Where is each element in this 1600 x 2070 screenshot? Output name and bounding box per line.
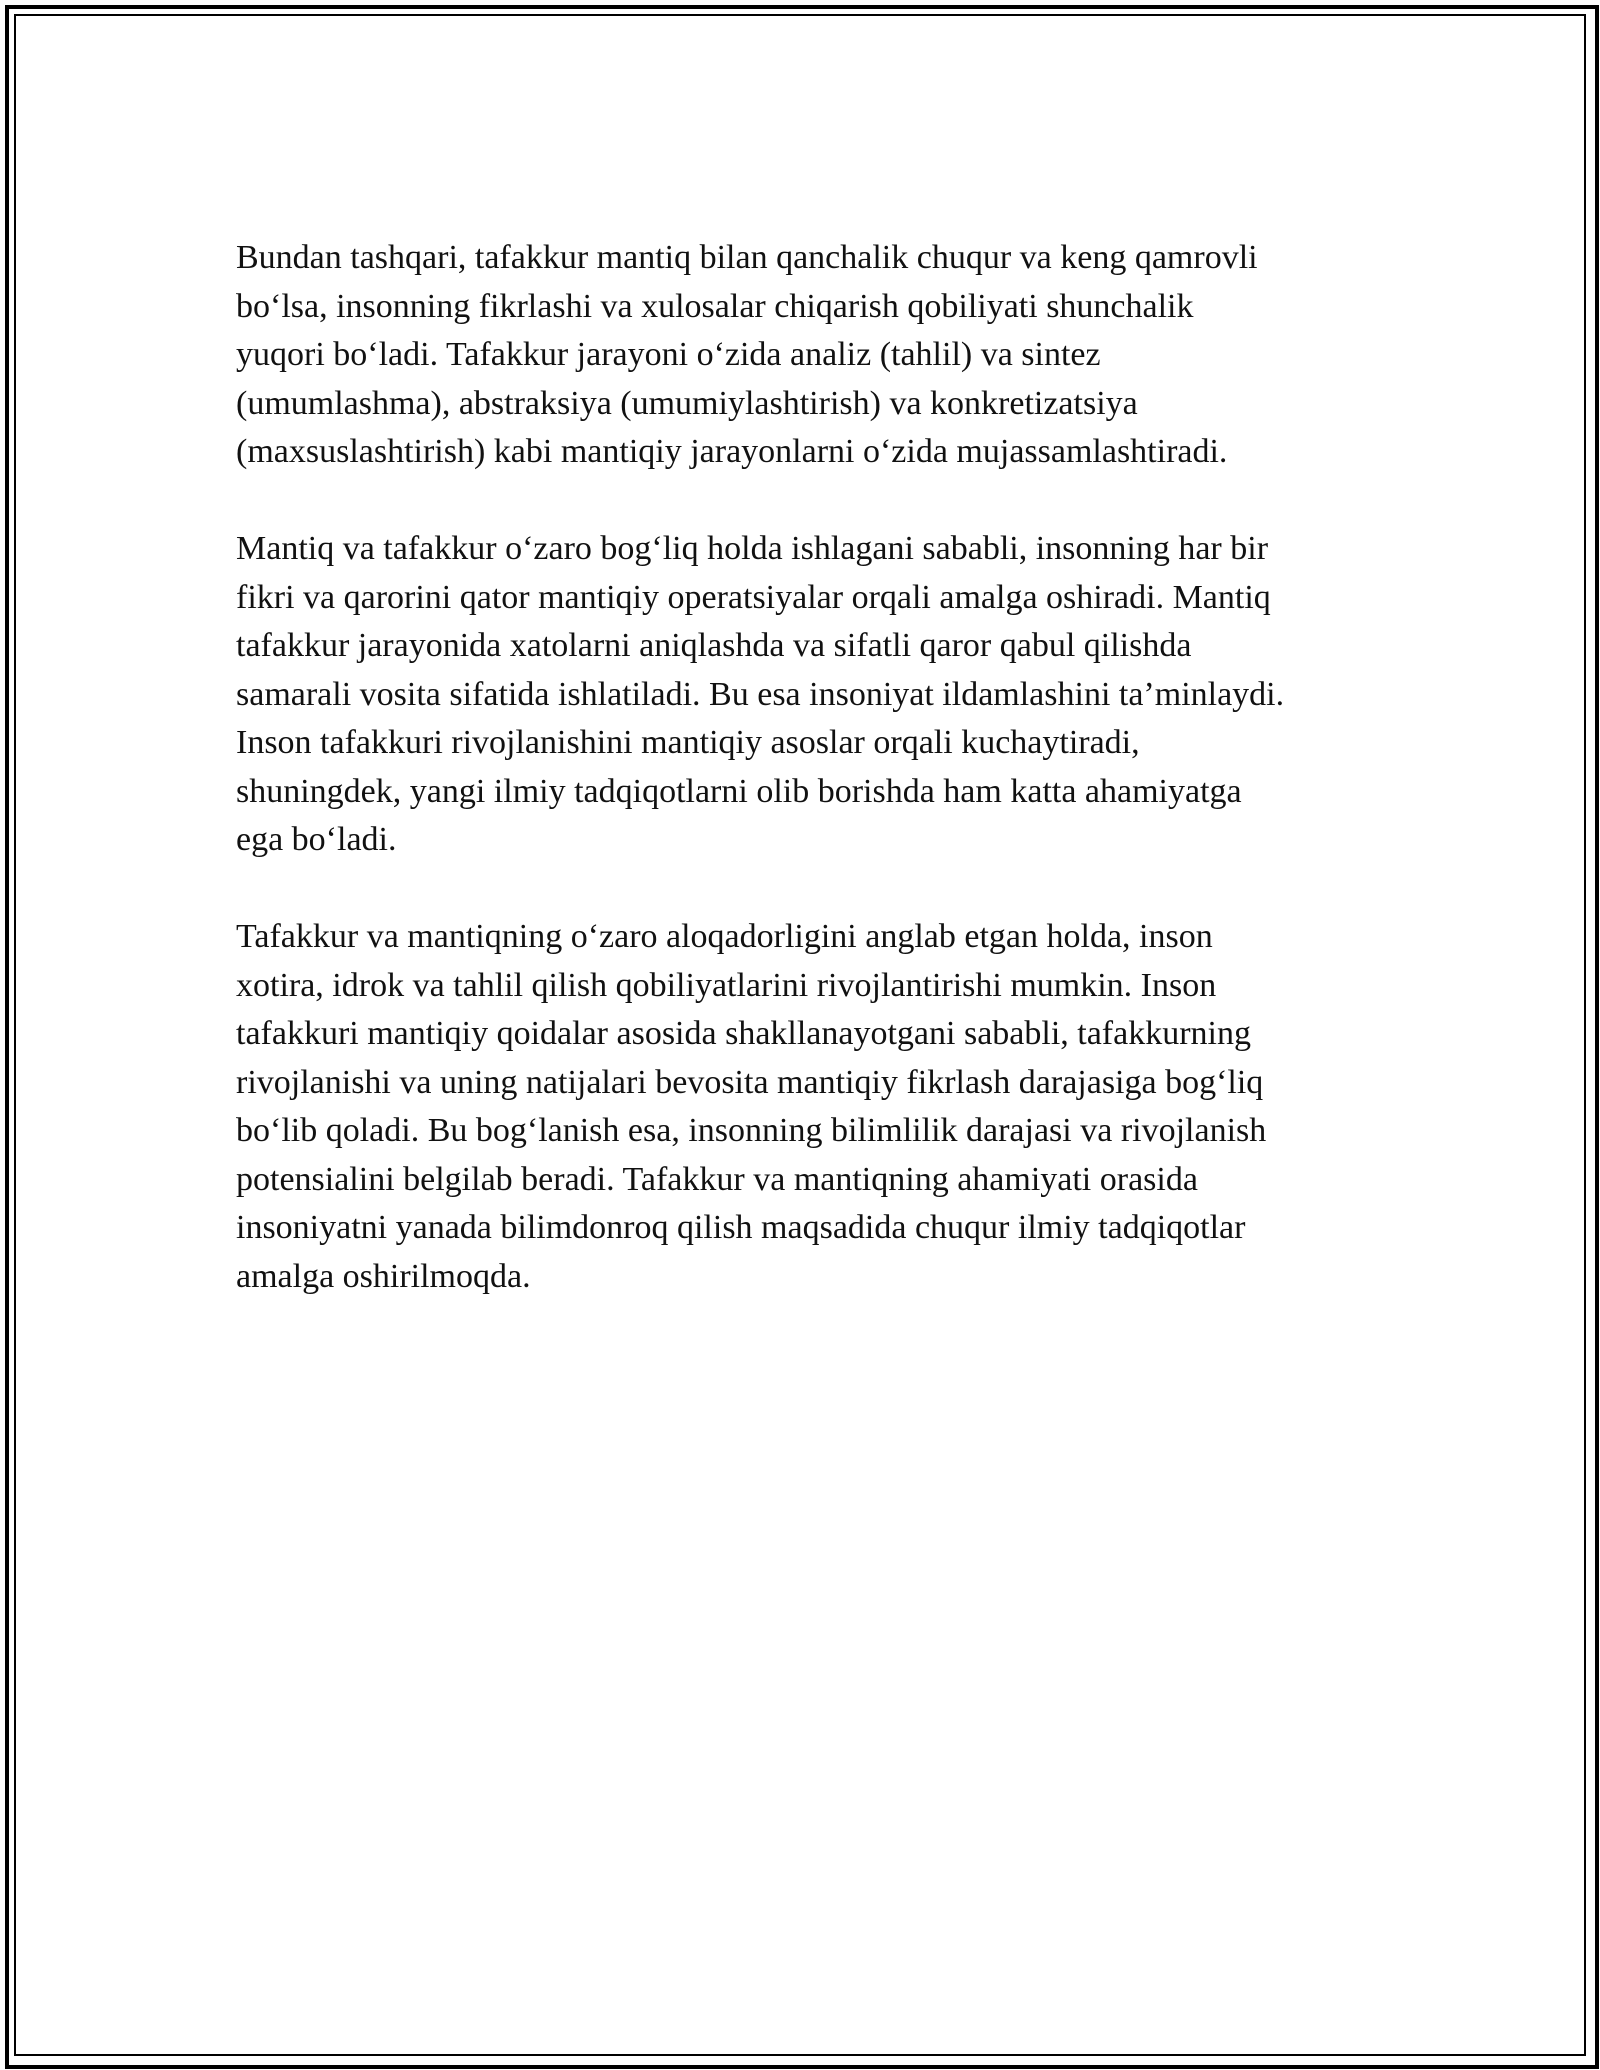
paragraph: Tafakkur va mantiqning o‘zaro aloqadorligini anglab etgan holda, inson xotira, idrok va tahlil qilish qobiliyatlarini rivojlantirishi mumkin. Inson tafakkuri mantiqiy qoidalar asosida shakllanayotgani sababli, tafakkurning rivojlanishi va uning natijalari bevosita mantiqiy fikrlash darajasiga bog‘liq bo‘lib qoladi. Bu bog‘lanish esa, insonning bilimlilik darajasi va rivojlanish potensialini belgilab beradi. Tafakkur va mantiqning ahamiyati orasida insoniyatni yanada bilimdonroq qilish maqsadida chuqur ilmiy tadqiqotlar amalga oshirilmoqda. [236,918,1267,1295]
document-body [236,234,1396,1350]
paragraph: Mantiq va tafakkur o‘zaro bog‘liq holda ishlagani sababli, insonning har bir fikri va qarorini qator mantiqiy operatsiyalar orqali amalga oshiradi. Mantiq tafakkur jarayonida xatolarni aniqlashda va sifatli qaror qabul qilishda samarali vosita sifatida ishlatiladi. Bu esa insoniyat ildamlashini ta’minlaydi. Inson tafakkuri rivojlanishini mantiqiy asoslar orqali kuchaytiradi, shuningdek, yangi ilmiy tadqiqotlarni olib borishda ham katta ahamiyatga ega bo‘ladi. [236,530,1285,858]
paragraph: Bundan tashqari, tafakkur mantiq bilan qanchalik chuqur va keng qamrovli bo‘lsa, insonning fikrlashi va xulosalar chiqarish qobiliyati shunchalik yuqori bo‘ladi. Tafakkur jarayoni o‘zida analiz (tahlil) va sintez (umumlashma), abstraksiya (umumiylashtirish) va konkretizatsiya (maxsuslashtirish) kabi mantiqiy jarayonlarni o‘zida mujassamlashtiradi. [236,239,1258,470]
